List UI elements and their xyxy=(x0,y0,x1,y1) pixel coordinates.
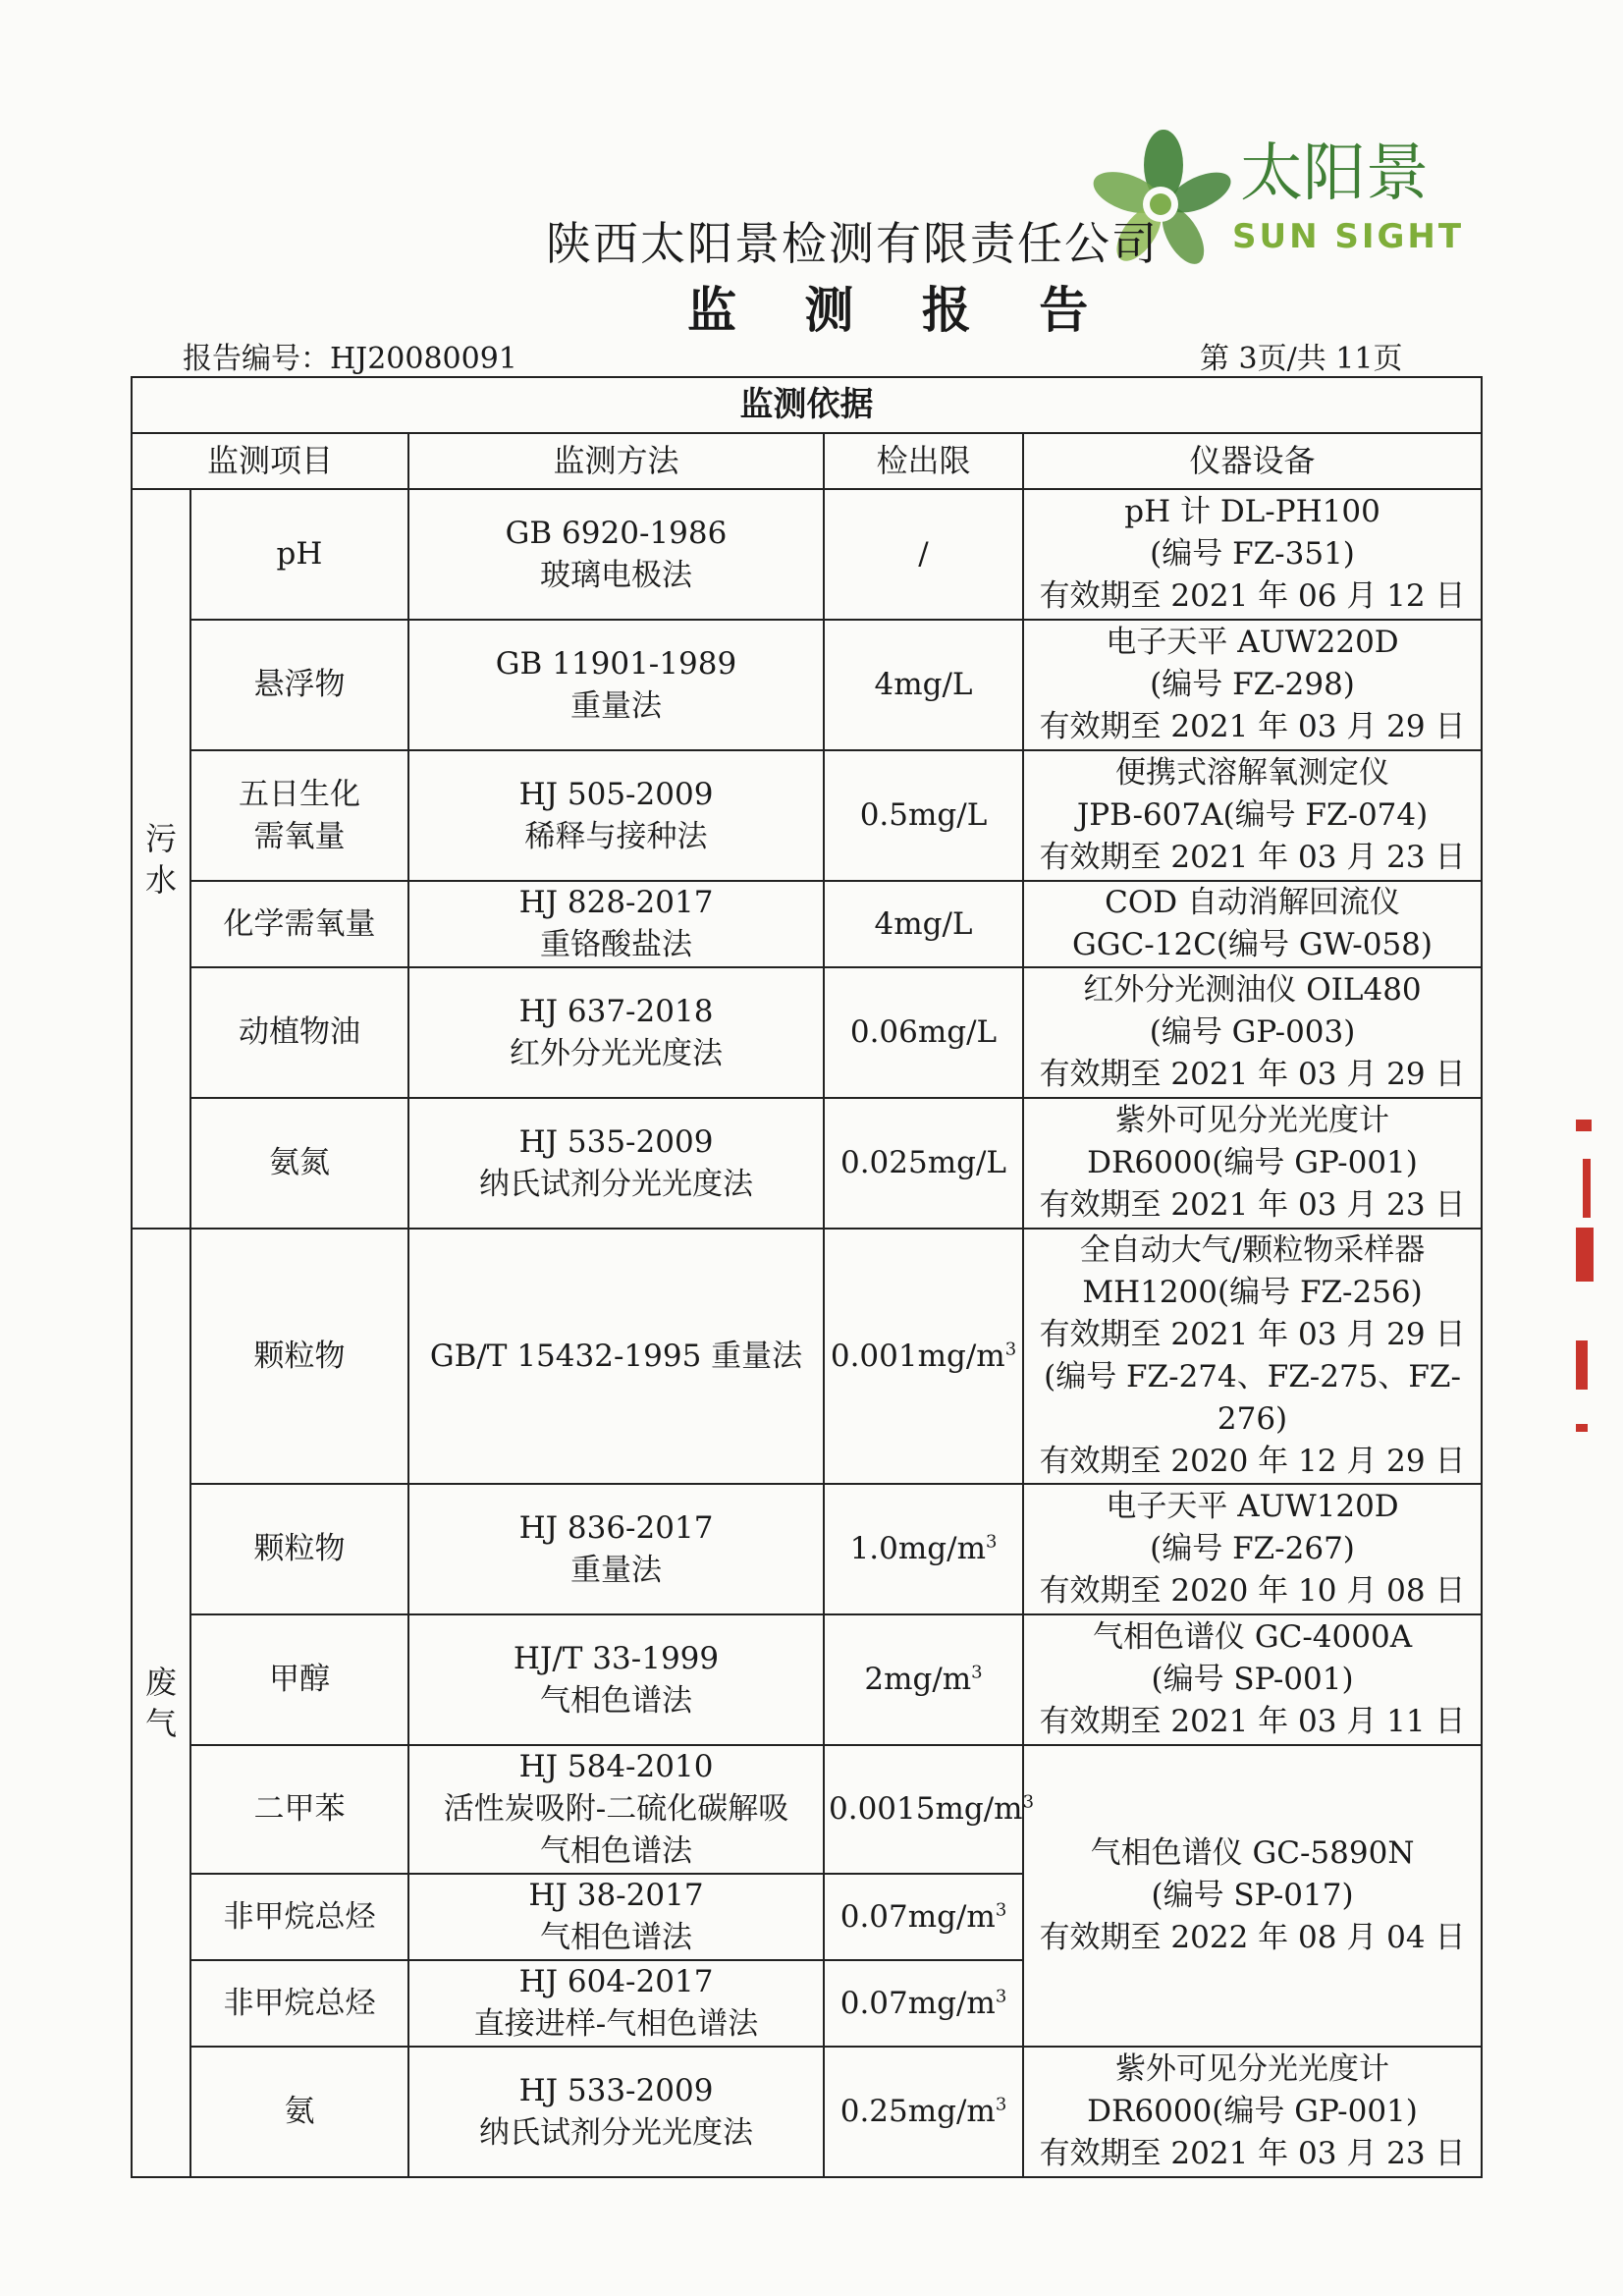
item-cell xyxy=(190,620,408,750)
cell-line: pH 计 DL-PH100 xyxy=(1124,494,1380,529)
svg-text:太阳景: 太阳景 xyxy=(1240,137,1429,210)
cell-line: HJ 533-2009 xyxy=(518,2072,714,2108)
unit-superscript: 3 xyxy=(985,1531,998,1553)
cell-line: (编号 SP-017) xyxy=(1151,1878,1354,1913)
unit-superscript: 3 xyxy=(995,1899,1007,1921)
cell-line: 氨氮 xyxy=(269,1145,330,1180)
table-row xyxy=(132,1745,1482,1874)
detection-limit-cell xyxy=(824,1960,1023,2047)
method-cell xyxy=(408,1874,824,1960)
cell-line: 紫外可见分光光度计 xyxy=(1115,2051,1390,2087)
device-cell xyxy=(1023,1098,1482,1229)
item-cell xyxy=(190,489,408,620)
cell-line: (编号 FZ-274、FZ-275、FZ-276) xyxy=(1044,1359,1461,1437)
detection-limit-cell xyxy=(824,1229,1023,1484)
method-cell xyxy=(408,2047,824,2177)
cell-line: GB 6920-1986 xyxy=(505,515,728,551)
seal-fragment xyxy=(1576,1340,1588,1390)
detection-limit-value: 0.07mg/m xyxy=(839,1898,996,1935)
category-char: 气 xyxy=(144,1705,177,1742)
detection-limit-value: 1.0mg/m xyxy=(849,1531,986,1566)
unit-superscript: 3 xyxy=(995,2094,1007,2115)
column-header: 检出限 xyxy=(824,433,1023,489)
cell-line: GGC-12C(编号 GW-058) xyxy=(1072,927,1433,962)
device-cell xyxy=(1023,489,1482,620)
cell-line: GB 11901-1989 xyxy=(495,645,737,682)
column-header: 监测项目 xyxy=(132,433,408,489)
cell-line: 直接进样-气相色谱法 xyxy=(473,2006,759,2042)
cell-line: 有效期至 2021 年 03 月 29 日 xyxy=(1039,1317,1466,1352)
report-number: 报告编号：HJ20080091 xyxy=(183,342,517,376)
cell-line: 红外分光测油仪 OIL480 xyxy=(1083,972,1422,1008)
cell-line: (编号 FZ-267) xyxy=(1150,1531,1355,1566)
cell-line: 悬浮物 xyxy=(253,667,346,702)
method-cell xyxy=(408,1745,824,1874)
table-row xyxy=(132,489,1482,620)
detection-limit-cell xyxy=(824,967,1023,1098)
cell-line: 重量法 xyxy=(570,1552,662,1588)
item-cell xyxy=(190,1960,408,2047)
detection-limit-cell xyxy=(824,750,1023,881)
table-row xyxy=(132,967,1482,1098)
item-cell xyxy=(190,1614,408,1745)
cell-line: 活性炭吸附-二硫化碳解吸 xyxy=(443,1791,789,1827)
method-cell xyxy=(408,1614,824,1745)
cell-line: 全自动大气/颗粒物采样器 xyxy=(1079,1232,1426,1268)
method-cell xyxy=(408,881,824,967)
detection-limit-cell xyxy=(824,1874,1023,1960)
detection-limit-cell xyxy=(824,881,1023,967)
method-cell xyxy=(408,750,824,881)
detection-limit-value: 0.06mg/L xyxy=(849,1014,998,1050)
item-cell xyxy=(190,1745,408,1874)
cell-line: HJ 38-2017 xyxy=(528,1878,704,1913)
item-cell xyxy=(190,1098,408,1229)
cell-line: 有效期至 2020 年 10 月 08 日 xyxy=(1039,1573,1466,1609)
cell-line: 非甲烷总烃 xyxy=(223,1985,376,2021)
device-cell xyxy=(1023,750,1482,881)
detection-limit-cell xyxy=(824,489,1023,620)
detection-limit-value: 0.5mg/L xyxy=(859,797,988,833)
item-cell xyxy=(190,881,408,967)
cell-line: 有效期至 2022 年 08 月 04 日 xyxy=(1039,1920,1466,1955)
detection-limit-value: 0.0015mg/m xyxy=(829,1791,1023,1827)
cell-line: 气相色谱法 xyxy=(540,1682,692,1719)
cell-line: COD 自动消解回流仪 xyxy=(1105,885,1400,920)
item-cell xyxy=(190,1484,408,1614)
cell-line: DR6000(编号 GP-001) xyxy=(1087,2094,1418,2129)
cell-line: 纳氏试剂分光光度法 xyxy=(479,2114,753,2151)
cell-line: (编号 SP-001) xyxy=(1151,1662,1354,1697)
category-char: 废 xyxy=(144,1664,177,1701)
method-cell xyxy=(408,1960,824,2047)
cell-line: 电子天平 AUW120D xyxy=(1106,1489,1399,1524)
seal-fragment xyxy=(1576,1424,1588,1432)
item-cell xyxy=(190,1229,408,1484)
cell-line: 有效期至 2021 年 03 月 11 日 xyxy=(1039,1704,1466,1739)
cell-line: 有效期至 2020 年 12 月 29 日 xyxy=(1039,1444,1466,1479)
method-cell xyxy=(408,967,824,1098)
table-row xyxy=(132,620,1482,750)
detection-limit-cell xyxy=(824,1484,1023,1614)
cell-line: 动植物油 xyxy=(239,1014,360,1050)
cell-line: HJ 637-2018 xyxy=(518,993,714,1029)
device-cell xyxy=(1023,1229,1482,1484)
cell-line: 红外分光光度法 xyxy=(510,1035,723,1071)
unit-superscript: 3 xyxy=(995,1986,1007,2007)
cell-line: 五日生化 xyxy=(239,776,360,812)
cell-line: 便携式溶解氧测定仪 xyxy=(1115,755,1390,791)
detection-limit-value: 0.025mg/L xyxy=(839,1145,1007,1180)
detection-limit-value: / xyxy=(918,536,929,572)
cell-line: 有效期至 2021 年 03 月 23 日 xyxy=(1039,840,1466,875)
company-name: 陕西太阳景检测有限责任公司 xyxy=(546,217,1159,270)
device-cell xyxy=(1023,1484,1482,1614)
monitoring-basis-table xyxy=(131,376,1483,2178)
detection-limit-cell xyxy=(824,620,1023,750)
cell-line: 甲醇 xyxy=(269,1662,330,1697)
cell-line: 紫外可见分光光度计 xyxy=(1115,1103,1390,1138)
cell-line: 二甲苯 xyxy=(253,1791,346,1827)
cell-line: 化学需氧量 xyxy=(223,905,376,942)
cell-line: (编号 FZ-351) xyxy=(1150,536,1355,572)
unit-superscript: 3 xyxy=(1004,1339,1017,1360)
cell-line: 有效期至 2021 年 03 月 29 日 xyxy=(1039,709,1466,744)
device-cell xyxy=(1023,881,1482,967)
item-cell xyxy=(190,2047,408,2177)
cell-line: HJ 604-2017 xyxy=(518,1964,714,1999)
detection-limit-cell xyxy=(824,1745,1035,1874)
category-exhaust xyxy=(132,1229,190,2177)
cell-line: HJ 584-2010 xyxy=(518,1749,714,1784)
cell-line: GB/T 15432-1995 重量法 xyxy=(429,1338,803,1374)
device-cell xyxy=(1023,967,1482,1098)
unit-superscript: 3 xyxy=(971,1662,983,1683)
table-row xyxy=(132,1614,1482,1745)
cell-line: 电子天平 AUW220D xyxy=(1106,625,1399,660)
category-char: 污 xyxy=(144,819,177,857)
column-header: 监测方法 xyxy=(408,433,824,489)
detection-limit-cell xyxy=(824,2047,1023,2177)
cell-line: 有效期至 2021 年 03 月 29 日 xyxy=(1039,1057,1466,1092)
cell-line: HJ/T 33-1999 xyxy=(513,1640,720,1676)
method-cell xyxy=(408,1098,824,1229)
method-cell xyxy=(408,1484,824,1614)
cell-line: HJ 505-2009 xyxy=(518,776,714,812)
detection-limit-value: 4mg/L xyxy=(874,905,973,942)
detection-limit-cell xyxy=(824,1098,1023,1229)
cell-line: 气相色谱仪 GC-4000A xyxy=(1092,1619,1413,1655)
unit-superscript: 3 xyxy=(1022,1791,1035,1813)
cell-line: 重铬酸盐法 xyxy=(540,927,692,962)
table-header-row xyxy=(132,433,1482,489)
detection-limit-value: 0.25mg/m xyxy=(839,2094,996,2129)
cell-line: 颗粒物 xyxy=(253,1338,346,1374)
seal-fragment xyxy=(1576,1228,1594,1282)
cell-line: 有效期至 2021 年 03 月 23 日 xyxy=(1039,1187,1466,1223)
method-cell xyxy=(408,1229,824,1484)
cell-line: JPB-607A(编号 FZ-074) xyxy=(1076,797,1429,833)
detection-limit-cell xyxy=(824,1614,1023,1745)
device-cell xyxy=(1023,1614,1482,1745)
cell-line: 需氧量 xyxy=(253,818,346,854)
cell-line: 有效期至 2021 年 06 月 12 日 xyxy=(1039,578,1466,614)
table-row xyxy=(132,1098,1482,1229)
cell-line: (编号 FZ-298) xyxy=(1150,667,1355,702)
page-number: 第 3页/共 11页 xyxy=(1200,342,1403,376)
cell-line: 氨 xyxy=(284,2094,315,2129)
cell-line: MH1200(编号 FZ-256) xyxy=(1082,1275,1423,1310)
detection-limit-value: 4mg/L xyxy=(874,667,973,702)
table-title-row xyxy=(132,377,1482,433)
table-row xyxy=(132,750,1482,881)
cell-line: 气相色谱法 xyxy=(540,1833,692,1869)
item-cell xyxy=(190,1874,408,1960)
detection-limit-value: 2mg/m xyxy=(864,1662,972,1697)
item-cell xyxy=(190,750,408,881)
detection-limit-value: 0.001mg/m xyxy=(830,1338,1005,1374)
cell-line: pH xyxy=(276,536,323,572)
cell-line: 有效期至 2021 年 03 月 23 日 xyxy=(1039,2136,1466,2171)
document-title: 监 测 报 告 xyxy=(687,281,1114,339)
table-title: 监测依据 xyxy=(132,377,1482,433)
device-cell xyxy=(1023,620,1482,750)
cell-line: 稀释与接种法 xyxy=(524,818,708,854)
detection-limit-value: 0.07mg/m xyxy=(839,1985,996,2021)
cell-line: 气相色谱仪 GC-5890N xyxy=(1090,1835,1415,1871)
svg-text:SUN SIGHT: SUN SIGHT xyxy=(1232,217,1465,256)
cell-line: 非甲烷总烃 xyxy=(223,1898,376,1935)
item-cell xyxy=(190,967,408,1098)
seal-fragment xyxy=(1583,1159,1591,1218)
cell-line: 纳氏试剂分光光度法 xyxy=(479,1166,753,1202)
cell-line: 玻璃电极法 xyxy=(540,557,692,593)
category-wastewater xyxy=(132,489,190,1229)
table-row xyxy=(132,1229,1482,1484)
table-row xyxy=(132,1484,1482,1614)
cell-line: (编号 GP-003) xyxy=(1149,1014,1356,1050)
category-char: 水 xyxy=(144,860,177,899)
device-cell xyxy=(1023,1745,1482,2047)
cell-line: HJ 836-2017 xyxy=(518,1509,714,1546)
cell-line: DR6000(编号 GP-001) xyxy=(1087,1145,1418,1180)
cell-line: HJ 535-2009 xyxy=(518,1123,714,1160)
column-header: 仪器设备 xyxy=(1023,433,1482,489)
device-cell xyxy=(1023,2047,1482,2177)
method-cell xyxy=(408,489,824,620)
table-row xyxy=(132,2047,1482,2177)
seal-fragment xyxy=(1576,1120,1592,1131)
table-row xyxy=(132,881,1482,967)
cell-line: 气相色谱法 xyxy=(540,1920,692,1955)
cell-line: 颗粒物 xyxy=(253,1531,346,1566)
cell-line: HJ 828-2017 xyxy=(518,885,714,920)
cell-line: 重量法 xyxy=(570,687,662,724)
method-cell xyxy=(408,620,824,750)
